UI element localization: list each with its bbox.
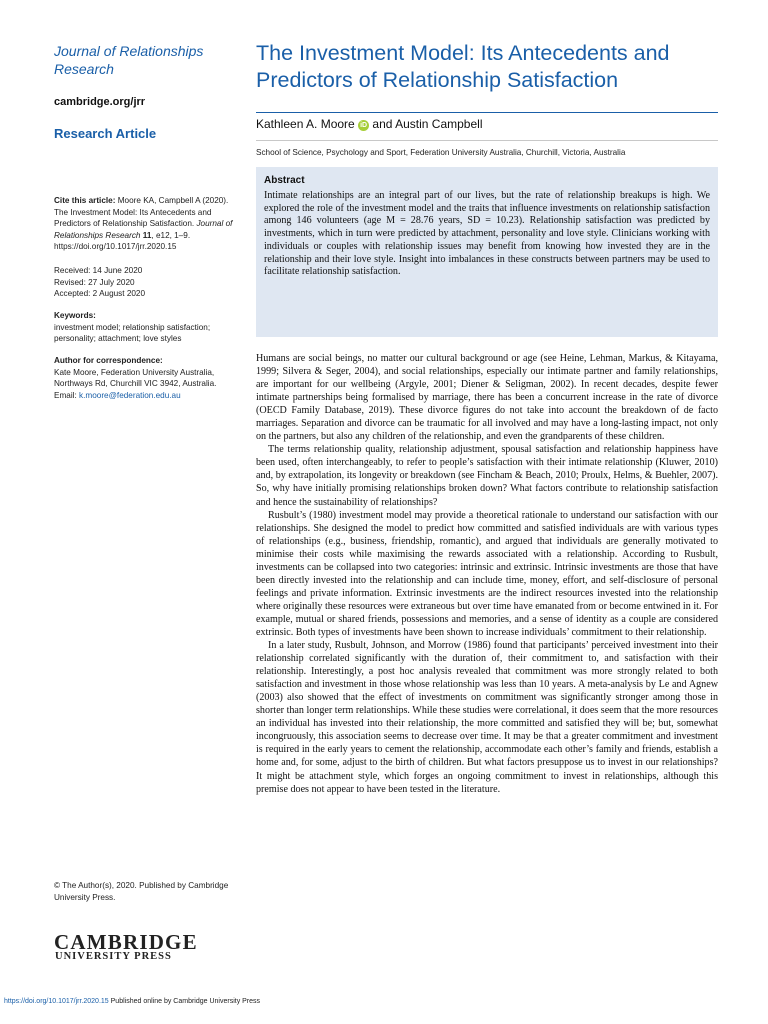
footer-doi-link[interactable]: https://doi.org/10.1017/jrr.2020.15 — [4, 998, 109, 1005]
cambridge-logo-subtitle: UNIVERSITY PRESS — [55, 951, 172, 962]
orcid-icon[interactable]: iD — [360, 122, 368, 129]
authors: Kathleen A. Moore iD and Austin Campbell — [256, 117, 483, 131]
paragraph: In a later study, Rusbult, Johnson, and Morrow (1986) found that participants’ perceived investment into their relationship correlated significantly with the duration of, their commitment to, and satisfaction with their relationship. Interestingly, a post hoc analysis revealed that commitment was more strongly related to both satisfaction and investment in those whose relationship was less than 10 years. A meta-analysis by Le and Agnew (2003) also showed that the effect of investments on commitment was significantly stronger among those in shorter than longer term relationships. While these studies were correlational, it does seem that the more resources an individual has invested into their relationship, the more committed and satisfied they will be; but, somewhat incongruously, this association seems to decrease over time. It may be that a greater commitment and investment is required in the early years to cement the relationship, accommodate each other’s family and friends, establish a home and, for some, adjust to the birth of children. But what factors presuppose us to invest in our relationships? It might be attachment style, which forges an ongoing commitment to invest in relationships, although this premise does not appear to have been tested in the literature. — [256, 640, 718, 795]
footer: https://doi.org/10.1017/jrr.2020.15 Published online by Cambridge University Press — [4, 998, 261, 1005]
journal-name[interactable]: Journal of Relationships Research — [54, 43, 204, 77]
article-type: Research Article — [54, 126, 157, 141]
abstract-text: Intimate relationships are an integral part of our lives, but the rate of relationship breakups is high. We explored the role of the investment model and the traits that influence investments on relationship satisfaction among 146 volunteers (age M = 28.76 years, SD = 10.23). Relationship satisfaction was predicted by investments, which in turn were predicted by attachment, personality and love style. Clinicians working with individuals or couples with relationship issues may benefit from knowing how invested they are in the relationship and their love style. Insight into imbalances in these constructs between partners may be used to facilitate relationship satisfaction. — [264, 190, 710, 278]
citation: Cite this article: Moore KA, Campbell A (2020). The Investment Model: Its Antecedents and Predictors of Relationship Satisfaction. Journal of Relationships Research 11, e12, 1–9. https://doi.org/10.1017/jrr.2020.15 — [54, 196, 233, 251]
email-link[interactable]: k.moore@federation.edu.au — [79, 390, 181, 400]
keywords: Keywords: investment model; relationship satisfaction; personality; attachment; love styles — [54, 311, 211, 343]
abstract-box — [256, 167, 718, 337]
body-text — [256, 352, 718, 796]
abstract-heading: Abstract — [264, 175, 305, 186]
left-sidebar — [54, 42, 244, 108]
copyright: © The Author(s), 2020. Published by Cambridge University Press. — [54, 881, 229, 902]
author-rule — [256, 140, 718, 141]
paragraph: Rusbult’s (1980) investment model may provide a theoretical rationale to understand our satisfaction with our relationships. She designed the model to predict how committed and satisfied individuals are with various types of relationships (e.g., business, friendship, romantic), and argued that individuals are generally motivated to minimise their costs while maximising the rewards associated with a relationship. According to Rusbult, investments can be collapsed into two categories: intrinsic and extrinsic. Intrinsic investments are those that have been directly invested into the relationship and can include time, money, effort, and self-disclosure of personal feelings and private information. Extrinsic investments are the indirect resources invested into the relationship where originally these resources were extraneous but over time have emanated from or become entwined in it. For example, mutual or shared friends, possessions and memories, and a sense of identity as a couple are considered extrinsic. Both types of investments have been shown to increase individuals’ commitment to their relationship. — [256, 509, 718, 638]
title-rule — [256, 112, 718, 113]
correspondence: Author for correspondence: Kate Moore, Federation University Australia, Northways Rd, Churchill VIC 3942, Australia. Email: k.moore@federation.edu.au — [54, 356, 217, 400]
journal-url[interactable]: cambridge.org/jrr — [54, 96, 146, 108]
paragraph: Humans are social beings, no matter our cultural background or age (see Heine, Lehman, Markus, & Kitayama, 1999; Silvera & Seger, 2004), and social relationships, especially our intimate partner and family relationships, are important for our wellbeing (Argyle, 2001; Diener & Seligman, 2002). In recent decades, despite fewer intimate partnerships being formalised by marriage, there has been a concurrent increase in the rate of divorce (OECD Family Database, 2019). These divorce figures do not take into account the breakdown of de facto marriages. Separation and divorce can be traumatic for all involved and may have a long-lasting impact, not only on the partners, but also any children of the relationship, and even the grandparents of these children. — [256, 353, 718, 443]
paragraph: The terms relationship quality, relationship adjustment, spousal satisfaction and relationship happiness have been used, often interchangeably, to refer to people’s satisfaction with their intimate relationship (Kluwer, 2010) and, by extrapolation, its longevity or breakdown (see Fincham & Beach, 2010; Proulx, Helms, & Buehler, 2007). So, why have initially promising relationships broken down? What factors contribute to relationship satisfaction and hence the sustainability of relationships? — [256, 444, 718, 508]
article-title: The Investment Model: Its Antecedents and Predictors of Relationship Satisfaction — [256, 41, 670, 92]
affiliation: School of Science, Psychology and Sport, Federation University Australia, Churchill, Victoria, Australia — [256, 148, 626, 157]
cambridge-logo: CAMBRIDGE — [54, 930, 198, 954]
article-dates: Received: 14 June 2020 Revised: 27 July 2020 Accepted: 2 August 2020 — [54, 266, 146, 298]
